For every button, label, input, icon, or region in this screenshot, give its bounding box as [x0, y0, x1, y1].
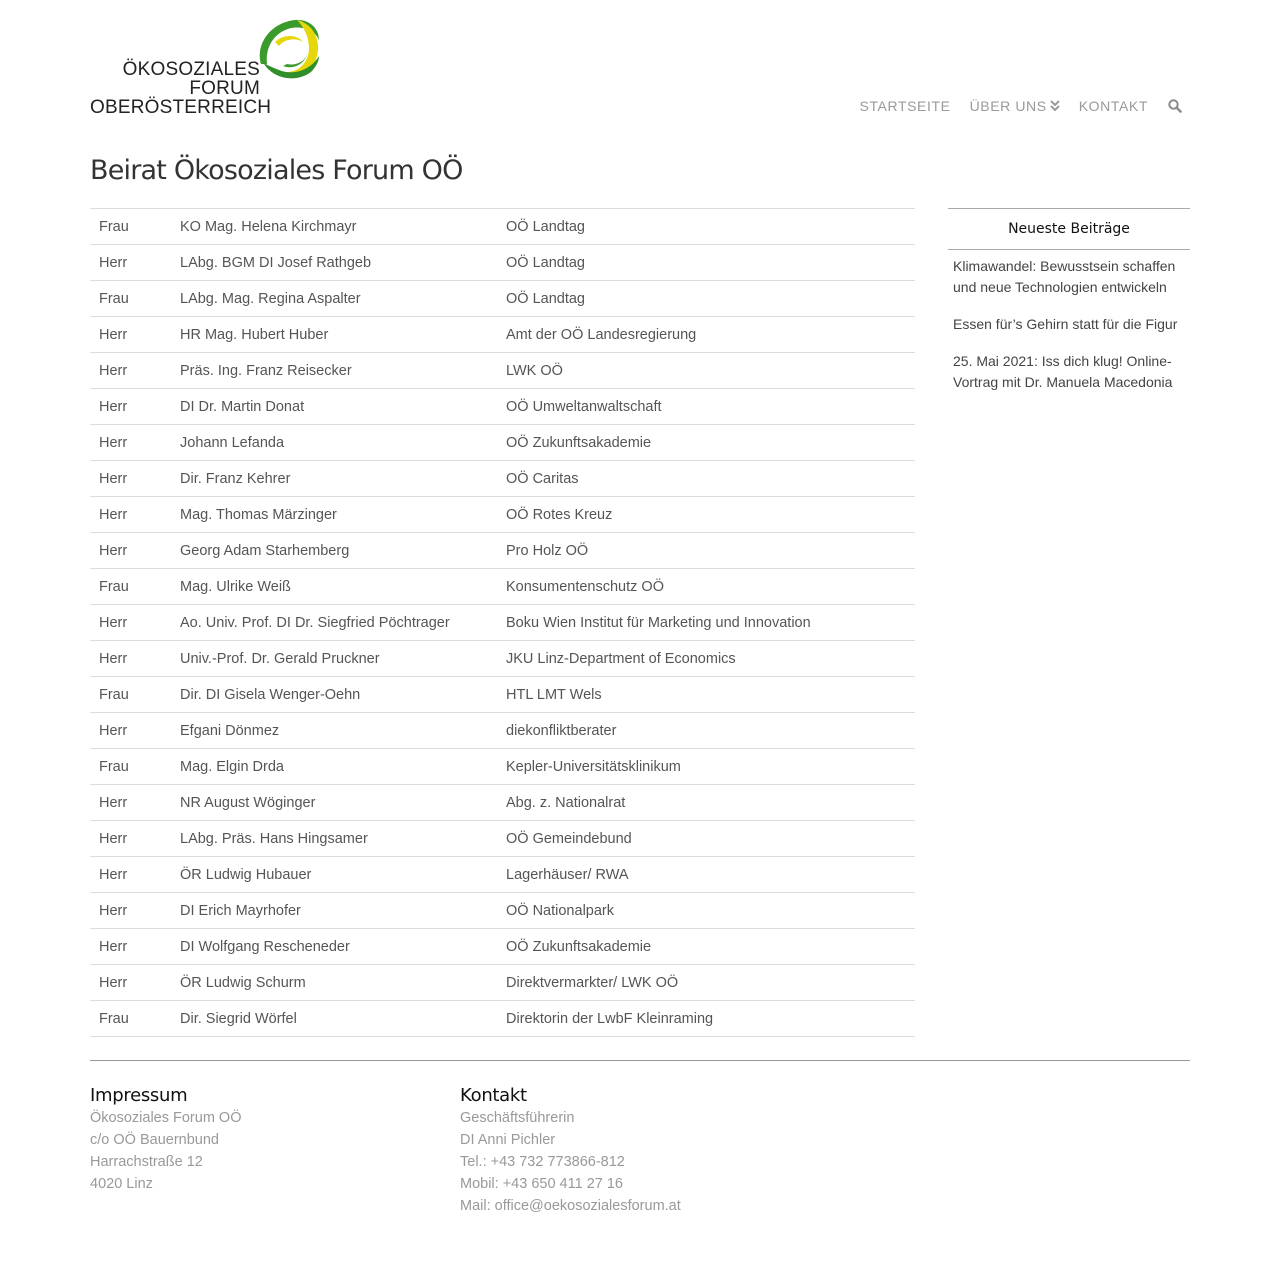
salutation-cell: Herr — [90, 641, 171, 677]
organization-cell: OÖ Landtag — [497, 209, 915, 245]
salutation-cell: Frau — [90, 281, 171, 317]
organization-cell: Lagerhäuser/ RWA — [497, 857, 915, 893]
name-cell: Dir. Siegrid Wörfel — [171, 1001, 497, 1037]
name-cell: Mag. Thomas Märzinger — [171, 497, 497, 533]
table-row — [90, 749, 915, 785]
organization-cell: Direktorin der LwbF Kleinraming — [497, 1001, 915, 1037]
salutation-cell: Frau — [90, 1001, 171, 1037]
footer-kontakt — [460, 1085, 681, 1217]
name-cell: Dir. DI Gisela Wenger-Oehn — [171, 677, 497, 713]
footer-impressum — [90, 1085, 242, 1195]
organization-cell: LWK OÖ — [497, 353, 915, 389]
table-row — [90, 281, 915, 317]
logo-swirl-icon — [253, 16, 323, 84]
recent-post-link[interactable]: Klimawandel: Bewusstsein schaffen und neue Technologien entwickeln — [953, 258, 1176, 295]
salutation-cell: Herr — [90, 929, 171, 965]
recent-post-link[interactable]: 25. Mai 2021: Iss dich klug! Online-Vortrag mit Dr. Manuela Macedonia — [953, 353, 1173, 390]
recent-posts-list — [948, 250, 1190, 393]
salutation-cell: Herr — [90, 605, 171, 641]
sidebar-title: Neueste Beiträge — [948, 208, 1190, 250]
organization-cell: OÖ Umweltanwaltschaft — [497, 389, 915, 425]
name-cell: Univ.-Prof. Dr. Gerald Pruckner — [171, 641, 497, 677]
table-row — [90, 245, 915, 281]
name-cell: Georg Adam Starhemberg — [171, 533, 497, 569]
logo-wordmark — [90, 59, 272, 118]
impressum-line: Ökosoziales Forum OÖ — [90, 1110, 242, 1126]
sidebar — [948, 208, 1190, 409]
table-row — [90, 605, 915, 641]
table-row — [90, 569, 915, 605]
organization-cell: OÖ Nationalpark — [497, 893, 915, 929]
table-row — [90, 857, 915, 893]
table-row — [90, 317, 915, 353]
table-row — [90, 497, 915, 533]
name-cell: NR August Wöginger — [171, 785, 497, 821]
organization-cell: HTL LMT Wels — [497, 677, 915, 713]
kontakt-phone[interactable]: Tel.: +43 732 773866-812 — [460, 1154, 625, 1170]
kontakt-mobile[interactable]: Mobil: +43 650 411 27 16 — [460, 1176, 623, 1192]
logo-line-2: FORUM — [189, 78, 260, 99]
recent-post-link[interactable]: Essen für’s Gehirn statt für die Figur — [953, 316, 1178, 332]
table-row — [90, 893, 915, 929]
logo-line-3: OBERÖSTERREICH — [90, 97, 272, 118]
nav-ueber-uns[interactable] — [970, 98, 1060, 114]
board-members-table — [90, 208, 915, 1037]
organization-cell: OÖ Landtag — [497, 281, 915, 317]
organization-cell: Kepler-Universitätsklinikum — [497, 749, 915, 785]
chevron-double-down-icon — [1050, 100, 1060, 112]
salutation-cell: Frau — [90, 749, 171, 785]
logo-line-1: ÖKOSOZIALES — [122, 59, 260, 80]
salutation-cell: Frau — [90, 569, 171, 605]
name-cell: Dir. Franz Kehrer — [171, 461, 497, 497]
board-members-body — [90, 209, 915, 1037]
table-row — [90, 209, 915, 245]
table-row — [90, 389, 915, 425]
name-cell: Ao. Univ. Prof. DI Dr. Siegfried Pöchtrager — [171, 605, 497, 641]
table-row — [90, 821, 915, 857]
table-row — [90, 641, 915, 677]
salutation-cell: Herr — [90, 353, 171, 389]
organization-cell: OÖ Zukunftsakademie — [497, 929, 915, 965]
name-cell: LAbg. Präs. Hans Hingsamer — [171, 821, 497, 857]
name-cell: Johann Lefanda — [171, 425, 497, 461]
search-button[interactable] — [1168, 99, 1182, 113]
salutation-cell: Herr — [90, 461, 171, 497]
organization-cell: Konsumentenschutz OÖ — [497, 569, 915, 605]
site-logo[interactable] — [90, 16, 330, 118]
salutation-cell: Herr — [90, 893, 171, 929]
impressum-line: Harrachstraße 12 — [90, 1154, 203, 1170]
kontakt-line: DI Anni Pichler — [460, 1132, 556, 1148]
name-cell: DI Dr. Martin Donat — [171, 389, 497, 425]
name-cell: KO Mag. Helena Kirchmayr — [171, 209, 497, 245]
impressum-line: 4020 Linz — [90, 1176, 153, 1192]
salutation-cell: Frau — [90, 209, 171, 245]
main-nav — [841, 98, 1183, 114]
name-cell: Präs. Ing. Franz Reisecker — [171, 353, 497, 389]
table-row — [90, 785, 915, 821]
table-row — [90, 1001, 915, 1037]
site-header — [90, 16, 1190, 118]
salutation-cell: Herr — [90, 965, 171, 1001]
salutation-cell: Herr — [90, 245, 171, 281]
salutation-cell: Herr — [90, 497, 171, 533]
name-cell: HR Mag. Hubert Huber — [171, 317, 497, 353]
organization-cell: Pro Holz OÖ — [497, 533, 915, 569]
salutation-cell: Herr — [90, 821, 171, 857]
name-cell: DI Wolfgang Rescheneder — [171, 929, 497, 965]
table-row — [90, 353, 915, 389]
organization-cell: JKU Linz-Department of Economics — [497, 641, 915, 677]
nav-ueber-uns-label: ÜBER UNS — [969, 98, 1047, 114]
impressum-heading: Impressum — [90, 1085, 188, 1106]
kontakt-mail[interactable]: Mail: office@oekosozialesforum.at — [460, 1198, 681, 1214]
organization-cell: Direktvermarkter/ LWK OÖ — [497, 965, 915, 1001]
nav-kontakt-label: KONTAKT — [1078, 98, 1148, 114]
name-cell: LAbg. BGM DI Josef Rathgeb — [171, 245, 497, 281]
nav-startseite[interactable] — [860, 98, 951, 114]
table-row — [90, 965, 915, 1001]
salutation-cell: Herr — [90, 785, 171, 821]
salutation-cell: Herr — [90, 425, 171, 461]
organization-cell: OÖ Caritas — [497, 461, 915, 497]
impressum-line: c/o OÖ Bauernbund — [90, 1132, 219, 1148]
name-cell: LAbg. Mag. Regina Aspalter — [171, 281, 497, 317]
salutation-cell: Herr — [90, 713, 171, 749]
kontakt-line: Geschäftsführerin — [460, 1110, 575, 1126]
table-row — [90, 533, 915, 569]
organization-cell: Amt der OÖ Landesregierung — [497, 317, 915, 353]
organization-cell: Abg. z. Nationalrat — [497, 785, 915, 821]
salutation-cell: Herr — [90, 317, 171, 353]
table-row — [90, 929, 915, 965]
table-row — [90, 677, 915, 713]
name-cell: Mag. Ulrike Weiß — [171, 569, 497, 605]
organization-cell: Boku Wien Institut für Marketing und Innovation — [497, 605, 915, 641]
table-row — [90, 713, 915, 749]
salutation-cell: Herr — [90, 533, 171, 569]
organization-cell: OÖ Landtag — [497, 245, 915, 281]
footer-divider — [90, 1060, 1190, 1061]
nav-kontakt[interactable] — [1079, 98, 1148, 114]
organization-cell: OÖ Zukunftsakademie — [497, 425, 915, 461]
name-cell: ÖR Ludwig Schurm — [171, 965, 497, 1001]
salutation-cell: Frau — [90, 677, 171, 713]
nav-startseite-label: STARTSEITE — [859, 98, 951, 114]
name-cell: ÖR Ludwig Hubauer — [171, 857, 497, 893]
table-row — [90, 425, 915, 461]
name-cell: Efgani Dönmez — [171, 713, 497, 749]
page-title: Beirat Ökosoziales Forum OÖ — [90, 155, 463, 186]
organization-cell: diekonfliktberater — [497, 713, 915, 749]
table-row — [90, 461, 915, 497]
search-icon — [1168, 99, 1182, 113]
salutation-cell: Herr — [90, 857, 171, 893]
name-cell: DI Erich Mayrhofer — [171, 893, 497, 929]
name-cell: Mag. Elgin Drda — [171, 749, 497, 785]
organization-cell: OÖ Rotes Kreuz — [497, 497, 915, 533]
salutation-cell: Herr — [90, 389, 171, 425]
organization-cell: OÖ Gemeindebund — [497, 821, 915, 857]
kontakt-heading: Kontakt — [460, 1085, 527, 1106]
